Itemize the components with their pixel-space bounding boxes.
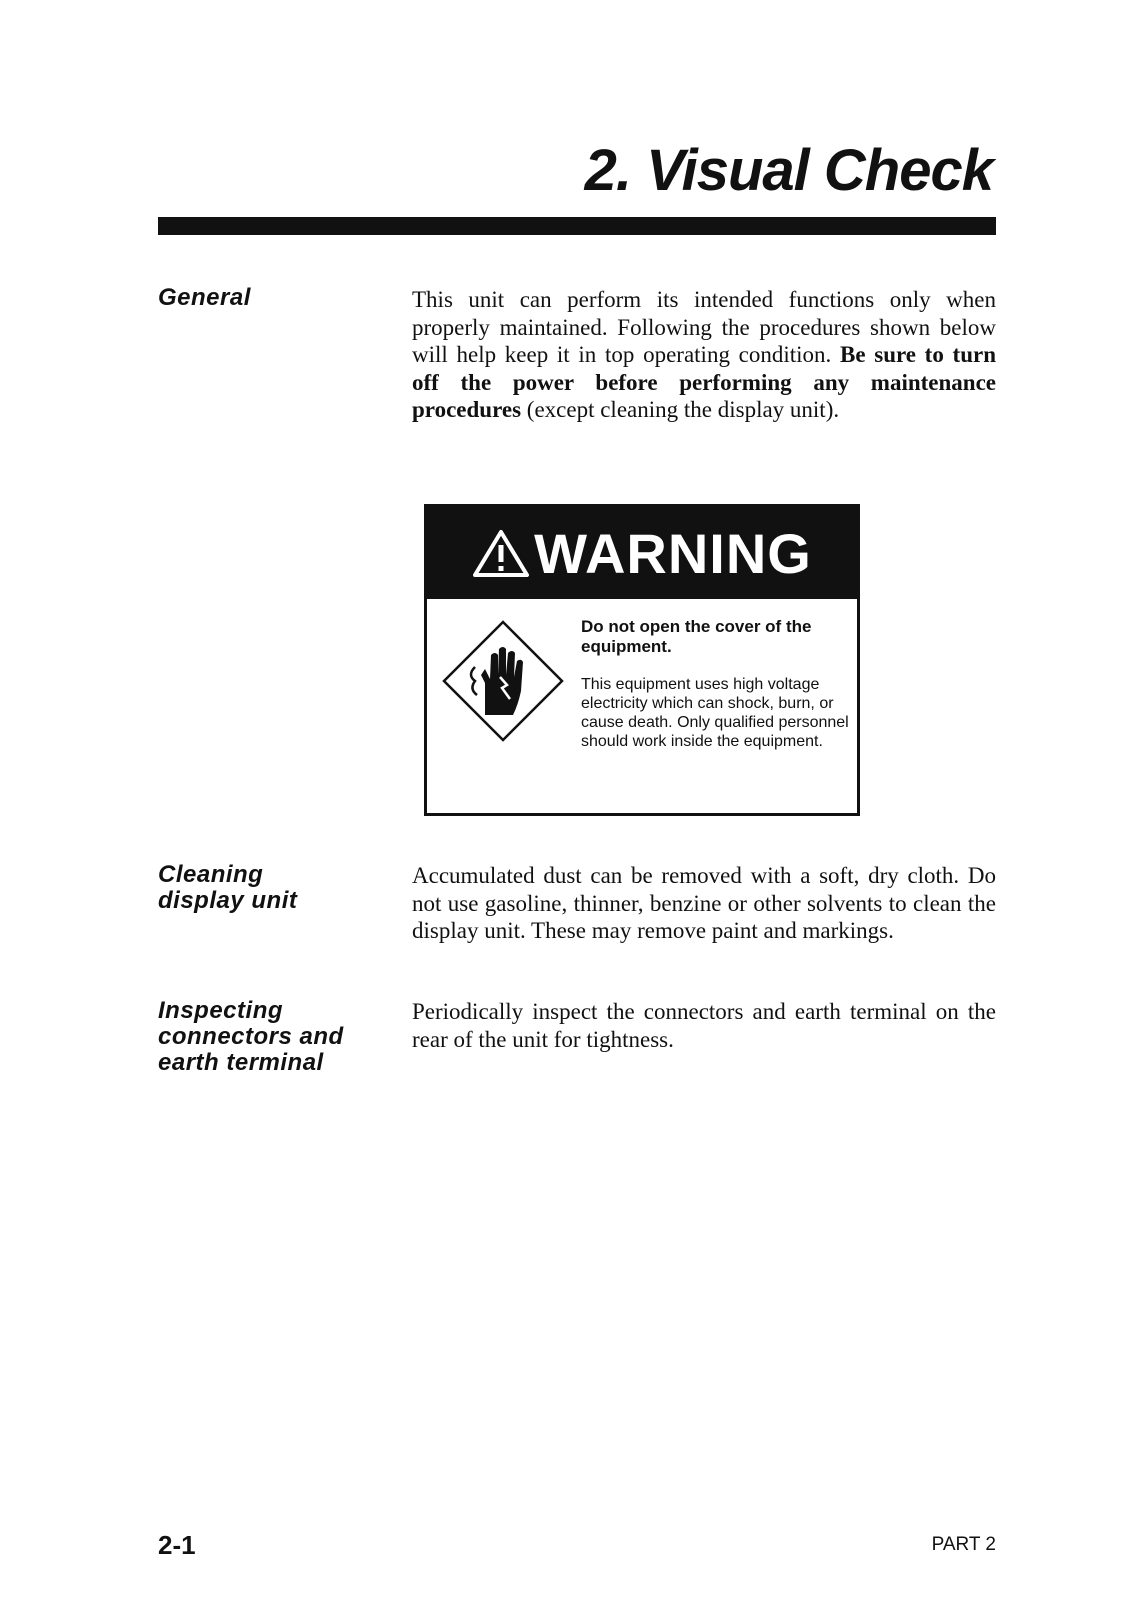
cleaning-heading: Cleaning display unit [158,861,298,914]
page-number: 2-1 [158,1530,196,1560]
warning-body: This equipment uses high voltage electricity which can shock, burn, or cause death. Only qualified personnel should work inside the equipment. [581,676,849,750]
electric-shock-hand-icon [441,619,565,743]
chapter-title: 2. Visual Check [584,138,993,203]
inspecting-heading: Inspecting connectors and earth terminal [158,997,344,1076]
part-label: PART 2 [931,1534,996,1555]
general-text: This unit can perform its intended functions only when properly maintained. Following the procedures shown below will help keep it in top operating condition. Be sure to turn off the power before performing any maintenance procedures (except cleaning the display unit). [412,287,997,422]
warning-banner-text: WARNING [534,521,812,585]
inspecting-text: Periodically inspect the connectors and earth terminal on the rear of the unit for tightness. [412,999,996,1052]
warning-label [424,504,860,816]
cleaning-text: Accumulated dust can be removed with a soft, dry cloth. Do not use gasoline, thinner, benzine or other solvents to clean the display unit. These may remove paint and markings. [412,863,996,943]
warning-heading: Do not open the cover of the equipment. [581,617,812,656]
warning-banner [427,507,857,599]
title-rule [158,217,996,235]
caution-triangle-icon [472,528,530,578]
general-heading: General [158,284,251,311]
power-off-notice: Be sure to turn off the power before performing any maintenance procedures [412,342,997,422]
